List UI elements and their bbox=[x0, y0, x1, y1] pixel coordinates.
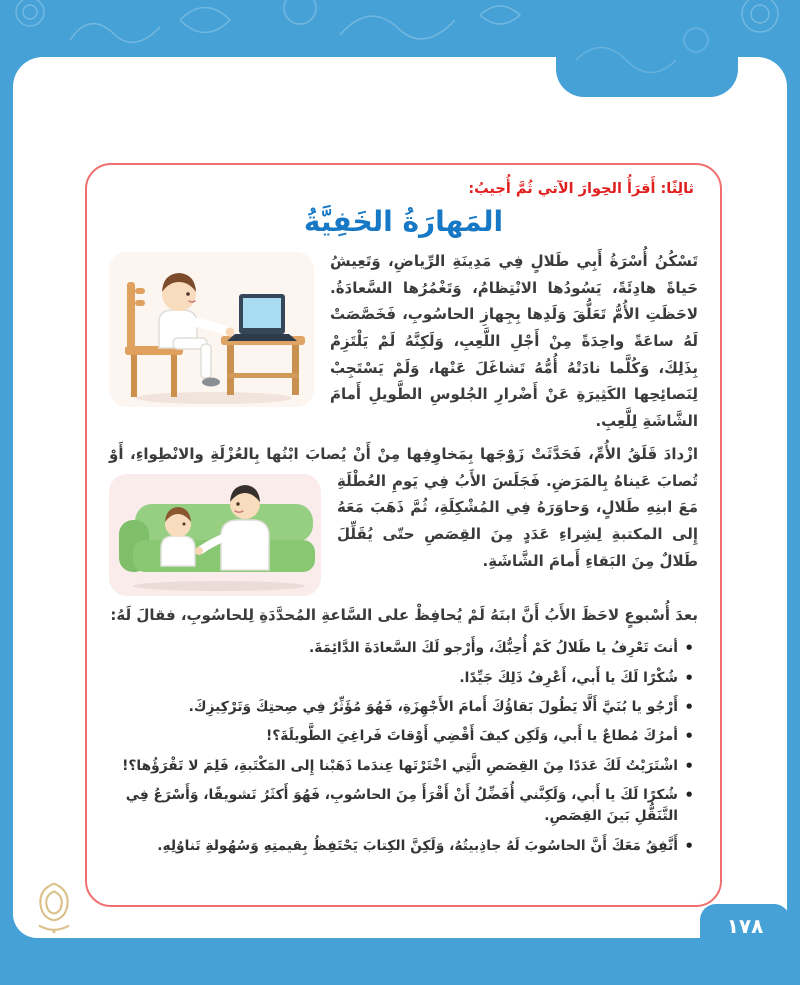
dialogue-line: • أنتَ تَعْرِفُ يا طَلالُ كَمْ أُحِبُّكَ، وأَرْجو لَكَ السَّعادَةَ الدَّائِمَةَ. bbox=[109, 638, 698, 659]
dialogue-line: • أمرُكَ مُطاعٌ يا أَبي، وَلَكِن كيفَ أَقْضِي أَوْقاتَ فَراغِيَ الطَّويلَةَ؟! bbox=[109, 726, 698, 747]
header-tab bbox=[556, 0, 738, 97]
dialogue-line: • شُكرًا لَكَ يا أَبي، وَلَكِنَّني أُفَضِّلُ أَنْ أَقْرَأَ مِنَ الحاسُوبِ، فَهُوَ أَكثَرُ تَشويقًا، وَأَسْرَعُ فِي التَّنَقُّلِ بَينَ القِصَصِ. bbox=[109, 785, 698, 828]
page-number-tab bbox=[700, 904, 790, 948]
paragraph-2 bbox=[109, 441, 698, 574]
illustration-boy-laptop bbox=[109, 252, 314, 407]
instruction-text: ثالِثًا: أَقرَأُ الحِوارَ الآتي ثُمَّ أُجيبُ: bbox=[468, 181, 694, 197]
illustration-father-son bbox=[109, 474, 321, 596]
dialogue-line: • أَتَّفِقُ مَعَكَ أَنَّ الحاسُوبَ لَهُ جاذِبيتُهُ، وَلَكِنَّ الكِتابَ يَحْتَفِظُ بِقيمتِهِ وَسُهُولةِ تَناوُلِهِ. bbox=[109, 836, 698, 857]
dialogue-list bbox=[109, 638, 698, 857]
footer-band bbox=[0, 938, 800, 985]
lesson-title: المَهارَةُ الخَفِيَّةُ bbox=[303, 205, 504, 238]
paragraph-3-text: بعدَ أُسْبوعٍ لاحَظَ الأَبُ أَنَّ ابنَهُ لَمْ يُحافِظْ على السَّاعةِ المُحدَّدَةِ لِلحاسُوبِ، فقالَ لَهُ: bbox=[110, 605, 698, 624]
dialogue-line: • اشْتَرَيْتُ لَكَ عَدَدًا مِنَ القِصَصِ الَّتِي اخْتَرْتَها عِندَما ذَهَبْنا إِلى المَكْتَبةِ، فَلِمَ لا تَقْرَؤُها؟! bbox=[109, 756, 698, 777]
dialogue-line: • شُكْرًا لَكَ يا أَبي، أَعْرِفُ ذَلِكَ جَيِّدًا. bbox=[109, 668, 698, 689]
dialogue-line: • أَرْجُو يا بُنَيَّ أَلَّا يَطُولَ بَقاؤُكَ أَمامَ الأَجْهِزَةِ، فَهُوَ مُؤَثِّرٌ فِي صِحتِكَ وَتَرْكِيزِكَ. bbox=[109, 697, 698, 718]
paragraph-2a-text: ازْدادَ قَلَقُ الأُمِّ، فَحَدَّثَتْ زَوْجَها بِمَخاوِفِها مِنْ أَنْ يُصابَ ابْنُها بِالعُزْلَةِ والانْطِواءِ، أَوْ تُصابَ عَيناهُ بِالمَرَضِ. bbox=[109, 444, 698, 490]
header-tab-pattern-icon bbox=[556, 0, 738, 97]
paragraph-3 bbox=[109, 602, 698, 629]
paragraph-2b-text: فَجَلَسَ الأَبُ فِي يَومِ العُطْلَةِ مَعَ ابنِهِ طَلالٍ، وَحاوَرَهُ فِي المُشْكِلَةِ، ثُمَّ ذَهَبَ مَعَهُ إِلى المكتبةِ لِشِراءِ عَدَدٍ مِنَ القِصَصِ حتّى يُقَلِّلَ طَلالٌ مِنَ البَقاءِ أَمامَ الشَّاشَةِ. bbox=[337, 471, 698, 570]
paragraph-1 bbox=[109, 248, 698, 435]
content-card bbox=[85, 163, 722, 907]
paragraph-1-text: تَسْكُنُ أُسْرَةُ أَبِي طَلالٍ فِي مَدِينَةِ الرِّياضِ، وَتَعِيشُ حَياةً هادِئَةً، يَسُودُها الانْتِظامُ، وَتَغْمُرُها السَّعادَةُ. لاحَظَتِ الأُمُّ تَعَلُّقَ وَلَدِها بِجِهازِ الحاسُوبِ، فَخَصَّصَتْ لَهُ ساعَةً واحِدَةً مِنْ أَجْلِ اللَّعِبِ، وَلَكِنَّهُ لَمْ يَلْتَزِمْ بِذَلِكَ، وَكُلَّما نادَتْهُ أُمُّهُ تَشاغَلَ عَنْها، وَلَمْ يَسْتَجِبْ لِنَصائِحِها الكَثِيرَةِ عَنْ أَضْرارِ الجُلوسِ الطَّويلِ أَمامَ الشَّاشَةِ لِلَّعِبِ. bbox=[330, 252, 698, 431]
page-number: ١٧٨ bbox=[726, 914, 764, 938]
publisher-logo-icon bbox=[30, 878, 78, 936]
